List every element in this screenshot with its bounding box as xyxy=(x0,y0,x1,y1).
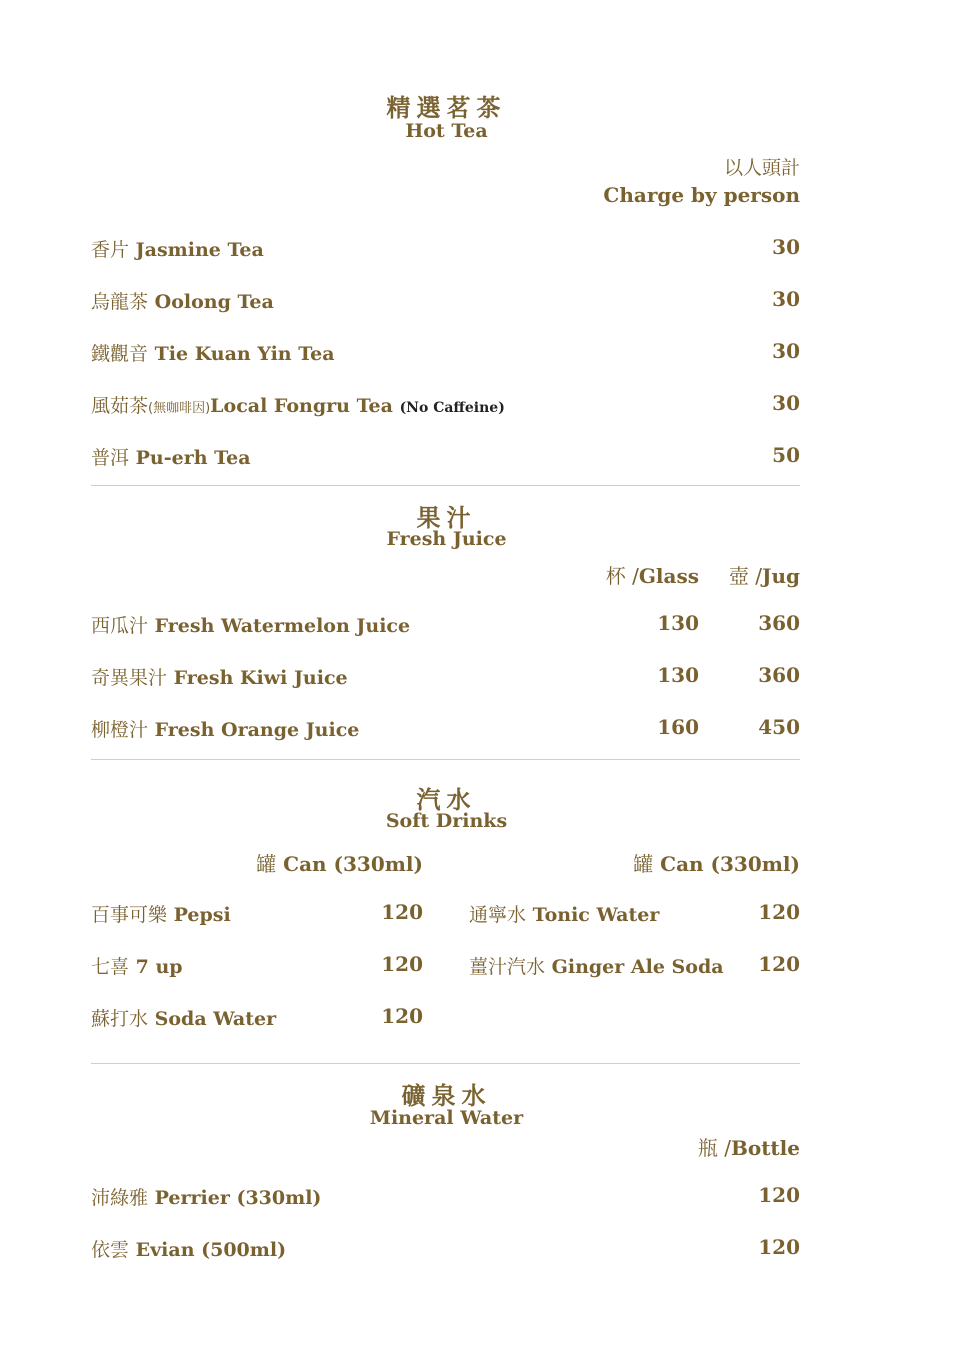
can-header-right xyxy=(633,848,800,877)
item-name-en: Perrier (330ml) xyxy=(154,1187,322,1209)
charge-label-en: Charge by person xyxy=(603,183,800,207)
item-name-zh: 通寧水 xyxy=(469,904,527,926)
item-name-en: Soda Water xyxy=(154,1008,277,1030)
item-name-en: Tonic Water xyxy=(532,904,660,926)
item-price-jug: 360 xyxy=(758,663,800,687)
item-price: 30 xyxy=(772,391,800,415)
item-name-zh: 依雲 xyxy=(91,1239,130,1261)
item-price: 120 xyxy=(758,1235,800,1259)
mineral-title-zh: 礦泉水 xyxy=(401,1082,492,1110)
menu-item xyxy=(91,1235,286,1262)
can-header-en: Can (330ml) xyxy=(660,852,800,876)
bottle-header xyxy=(698,1132,800,1161)
item-name-en: Fresh Orange Juice xyxy=(154,719,360,741)
item-price: 120 xyxy=(758,1183,800,1207)
item-price: 120 xyxy=(758,952,800,976)
can-header-zh: 罐 xyxy=(256,852,277,876)
can-header-en: Can (330ml) xyxy=(283,852,423,876)
bottle-header-en: Bottle xyxy=(730,1136,800,1160)
item-price-glass: 130 xyxy=(657,663,699,687)
menu-item xyxy=(469,900,659,927)
menu-item xyxy=(91,1183,321,1210)
mineral-title-en: Mineral Water xyxy=(369,1107,524,1129)
bottle-header-zh: 瓶 / xyxy=(697,1136,731,1160)
item-name-zh: 風茹茶 xyxy=(91,395,149,417)
can-header-zh: 罐 xyxy=(633,852,654,876)
item-name-zh: 普洱 xyxy=(91,447,130,469)
item-note-zh: (無咖啡因) xyxy=(148,401,211,416)
item-name-en: Ginger Ale Soda xyxy=(551,956,724,978)
item-name-zh: 百事可樂 xyxy=(91,904,168,926)
item-price: 120 xyxy=(758,900,800,924)
glass-header-zh: 杯 / xyxy=(605,564,639,588)
menu-item xyxy=(91,1004,276,1031)
jug-header xyxy=(729,560,800,589)
item-price: 120 xyxy=(381,952,423,976)
hot-tea-title-zh: 精選茗茶 xyxy=(386,94,507,122)
section-divider xyxy=(91,1063,800,1064)
item-note-en: (No Caffeine) xyxy=(399,400,505,416)
menu-item xyxy=(469,952,724,979)
menu-item xyxy=(91,391,505,418)
item-price-jug: 450 xyxy=(758,715,800,739)
item-name-zh: 七喜 xyxy=(91,956,130,978)
item-name-zh: 西瓜汁 xyxy=(91,615,149,637)
menu-item xyxy=(91,287,274,314)
can-header-left xyxy=(256,848,423,877)
item-name-zh: 柳橙汁 xyxy=(91,719,149,741)
item-name-zh: 烏龍茶 xyxy=(91,291,149,313)
item-name-en: Fresh Watermelon Juice xyxy=(154,615,411,637)
hot-tea-title-en: Hot Tea xyxy=(405,120,488,142)
item-name-zh: 薑汁汽水 xyxy=(469,956,546,978)
item-price: 30 xyxy=(772,235,800,259)
menu-item xyxy=(91,715,359,742)
menu-item xyxy=(91,235,264,262)
soft-drinks-title-zh: 汽水 xyxy=(416,786,477,814)
soft-drinks-title-en: Soft Drinks xyxy=(385,810,508,832)
item-name-en: Local Fongru Tea xyxy=(210,395,393,417)
item-name-en: Pepsi xyxy=(173,904,231,926)
item-price-jug: 360 xyxy=(758,611,800,635)
menu-item xyxy=(91,339,335,366)
item-name-zh: 沛綠雅 xyxy=(91,1187,149,1209)
item-name-en: 7 up xyxy=(135,956,183,978)
item-name-en: Evian (500ml) xyxy=(135,1239,287,1261)
item-name-zh: 奇異果汁 xyxy=(91,667,168,689)
item-name-zh: 蘇打水 xyxy=(91,1008,149,1030)
menu-item xyxy=(91,443,251,470)
jug-header-zh: 壺 / xyxy=(728,564,762,588)
item-price: 120 xyxy=(381,1004,423,1028)
jug-header-en: Jug xyxy=(762,564,800,588)
item-name-en: Pu-erh Tea xyxy=(135,447,251,469)
menu-item xyxy=(91,900,231,927)
item-name-zh: 香片 xyxy=(91,239,130,261)
item-name-en: Jasmine Tea xyxy=(135,239,264,261)
item-name-en: Fresh Kiwi Juice xyxy=(173,667,348,689)
item-price-glass: 160 xyxy=(657,715,699,739)
section-divider xyxy=(91,485,800,486)
menu-item xyxy=(91,663,348,690)
item-price: 30 xyxy=(772,287,800,311)
item-price-glass: 130 xyxy=(657,611,699,635)
item-name-en: Oolong Tea xyxy=(154,291,274,313)
item-name-en: Tie Kuan Yin Tea xyxy=(154,343,335,365)
section-divider xyxy=(91,759,800,760)
item-price: 120 xyxy=(381,900,423,924)
glass-header xyxy=(606,560,699,589)
menu-item xyxy=(91,952,183,979)
juice-title-en: Fresh Juice xyxy=(386,528,507,550)
glass-header-en: Glass xyxy=(638,564,699,588)
item-name-zh: 鐵觀音 xyxy=(91,343,149,365)
item-price: 50 xyxy=(772,443,800,467)
menu-item xyxy=(91,611,410,638)
juice-title-zh: 果汁 xyxy=(416,504,477,532)
charge-label-zh: 以人頭計 xyxy=(723,157,800,179)
item-price: 30 xyxy=(772,339,800,363)
